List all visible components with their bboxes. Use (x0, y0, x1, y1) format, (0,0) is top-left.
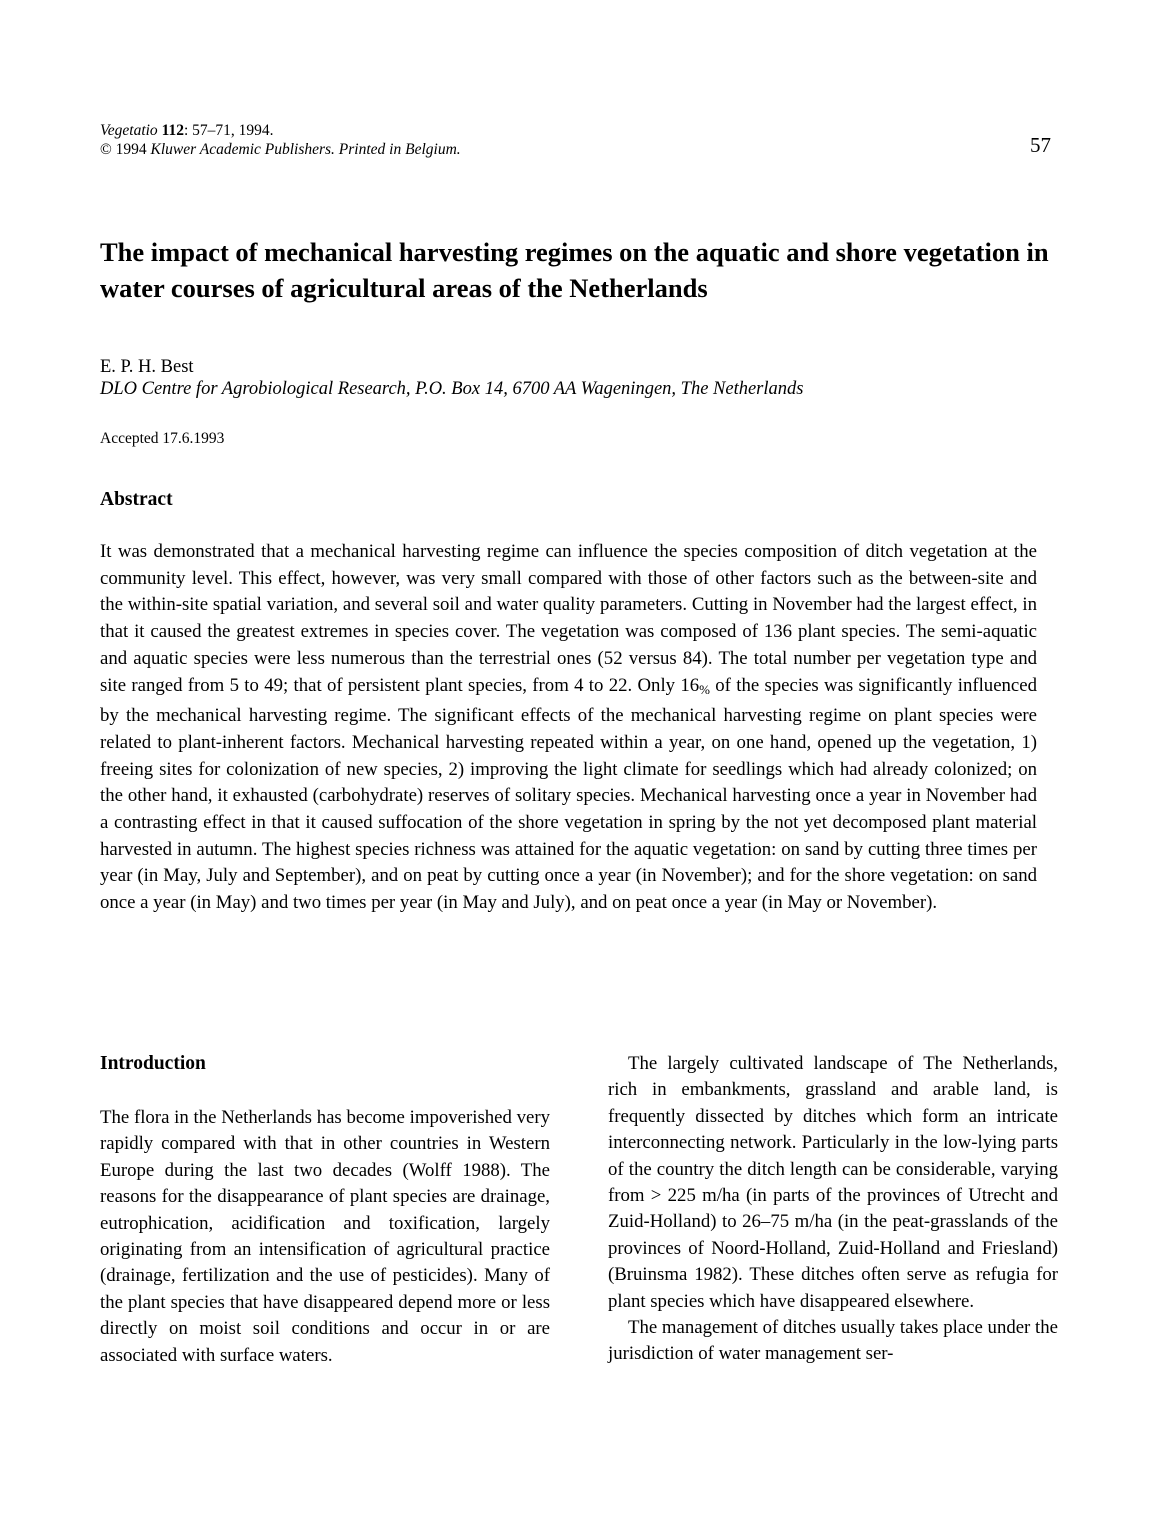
page-number: 57 (1030, 133, 1051, 157)
citation-line-1 (100, 121, 461, 140)
percent-sign: % (699, 681, 710, 697)
citation-line-2 (100, 140, 461, 159)
abstract-text (100, 539, 1037, 917)
copyright-year: 1994 (115, 141, 147, 158)
introduction-paragraph-1: The flora in the Netherlands has become impoverished very rapidly compared with that in other countries in Western Europe during the last two decades (Wolff 1988). The reasons for the disappearance of plant species are drainage, eutrophication, acidification and toxification, largely originating from an intensification of agricultural practice (drainage, fertilization and the use of pesticides). Many of the plant species that have disappeared depend more or less directly on moist soil conditions and occur in or are associated with surface waters. (100, 1107, 550, 1366)
abstract-text-part-a: It was demonstrated that a mechanical harvesting regime can influence the species composition of ditch vegetation at the community level. This effect, however, was very small compared with those of other factors such as the between-site and the within-site spatial variation, and several soil and water quality parameters. Cutting in November had the largest effect, in that it caused the greatest extremes in species cover. The vegetation was composed of 136 plant species. The semi-aquatic and aquatic species were less numerous than the terrestrial ones (52 versus 84). The total number per vegetation type and site ranged from 5 to 49; that of persistent plant species, from 4 to 22. Only 16 (100, 541, 1037, 696)
publisher: Kluwer Academic Publishers. Printed in Belgium. (150, 141, 461, 158)
journal-name: Vegetatio (100, 122, 158, 139)
introduction-paragraph-3: The management of ditches usually takes place under the jurisdiction of water management ser- (608, 1317, 1058, 1365)
author-affiliation: DLO Centre for Agrobiological Research, P.O. Box 14, 6700 AA Wageningen, The Netherlands (100, 379, 804, 399)
abstract-text-part-b: of the species was significantly influenced by the mechanical harvesting regime. The significant effects of the mechanical harvesting regime on plant species were related to plant-inherent factors. Mechanical harvesting repeated within a year, on one hand, opened up the vegetation, 1) freeing sites for colonization of new species, 2) improving the light climate for seedlings which had already colonized; on the other hand, it exhausted (carbohydrate) reserves of solitary species. Mechanical harvesting once a year in November had a contrasting effect in that it caused suffocation of the shore vegetation in spring by the not yet decomposed plant material harvested in autumn. The highest species richness was attained for the aquatic vegetation: on sand by cutting three times per year (in May, July and September), and on peat by cutting once a year (in November); and for the shore vegetation: on sand once a year (in May) and two times per year (in May and July), and on peat once a year (in May or November). (100, 674, 1037, 914)
journal-volume: 112 (161, 122, 184, 139)
paper-title: The impact of mechanical harvesting regimes on the aquatic and shore vegetation in water courses of agricultural areas of the Netherlands (100, 237, 1049, 303)
introduction-heading: Introduction (100, 1053, 206, 1074)
left-column (100, 1051, 550, 1369)
author-name: E. P. H. Best (100, 357, 194, 377)
copyright-symbol: © (100, 141, 112, 158)
journal-citation (100, 121, 461, 159)
journal-pages-year: : 57–71, 1994. (183, 122, 274, 139)
right-column (608, 1051, 1058, 1368)
introduction-paragraph-2: The largely cultivated landscape of The Netherlands, rich in embankments, grassland and arable land, is frequently dissected by ditches which form an intricate interconnecting network. Particularly in the low-lying parts of the country the ditch length can be considerable, varying from > 225 m/ha (in parts of the provinces of Utrecht and Zuid-Holland) to 26–75 m/ha (in the peat-grasslands of the provinces of Noord-Holland, Zuid-Holland and Friesland) (Bruinsma 1982). These ditches often serve as refugia for plant species which have disappeared elsewhere. (608, 1053, 1058, 1312)
abstract-heading: Abstract (100, 489, 173, 510)
accepted-date: Accepted 17.6.1993 (100, 430, 225, 447)
